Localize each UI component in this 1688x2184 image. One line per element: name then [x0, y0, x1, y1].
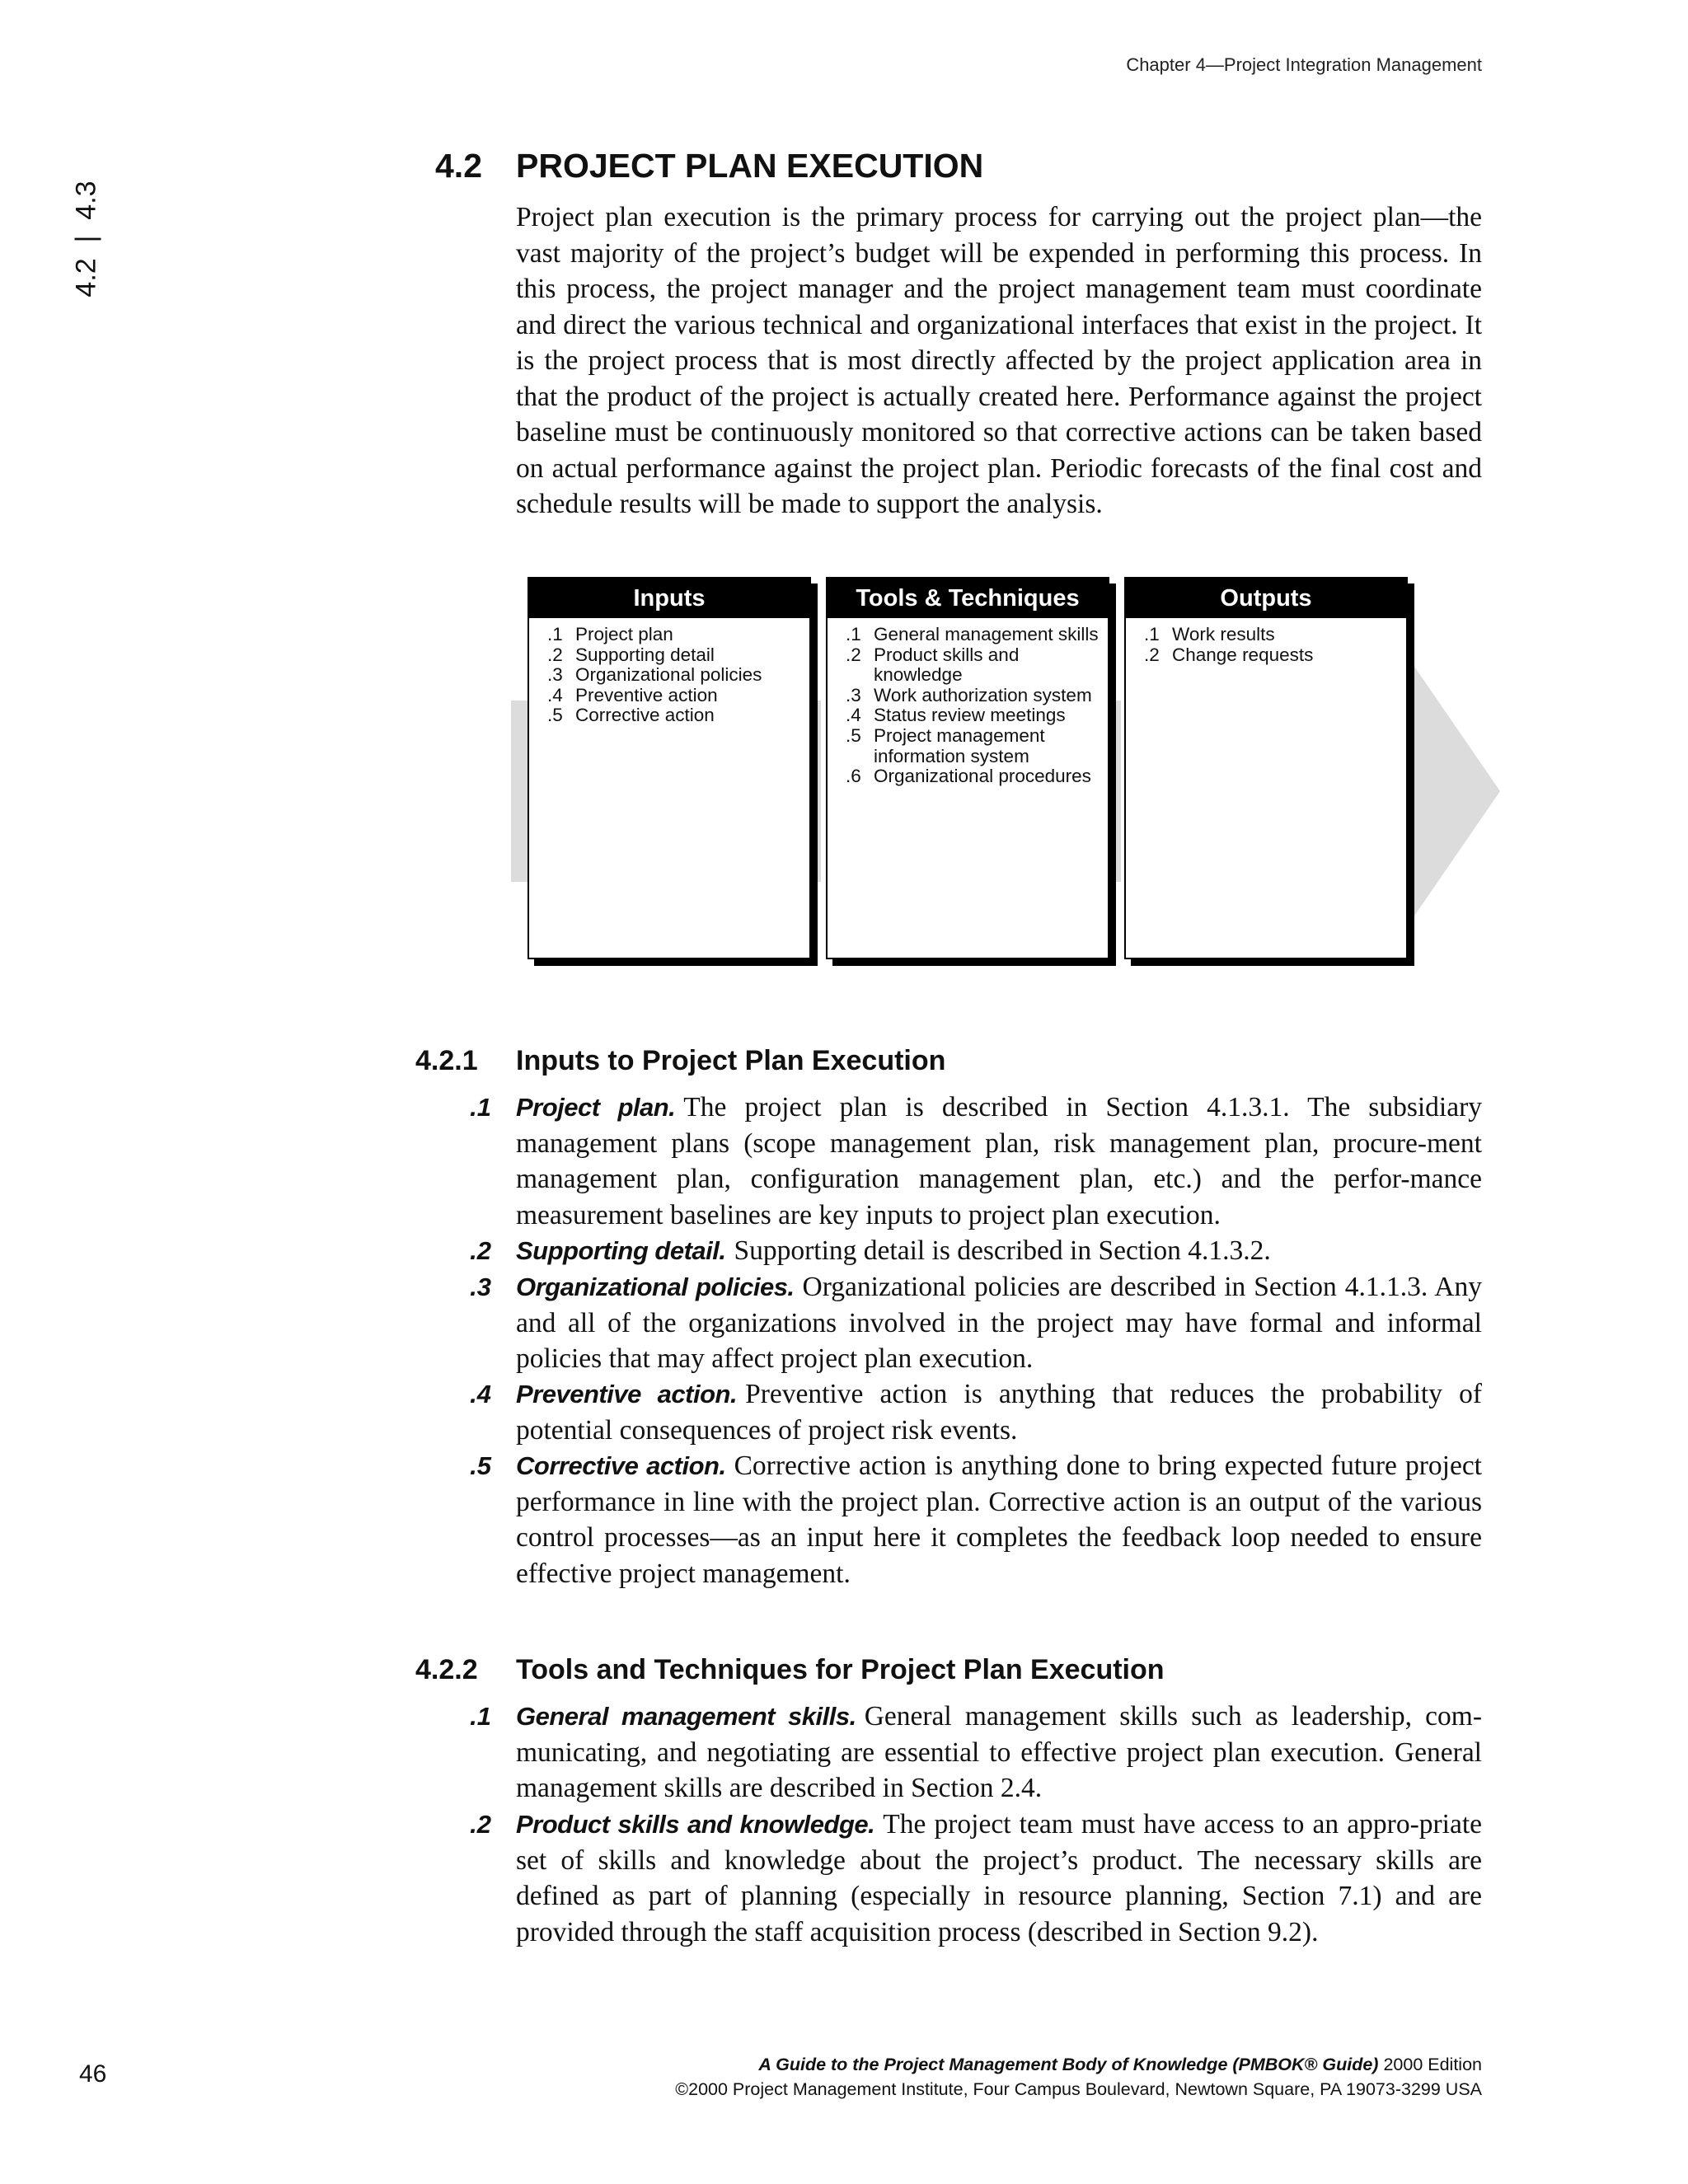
flow-band-left — [511, 701, 528, 882]
section-number: 4.2 — [435, 147, 482, 185]
list-item: .1 General management skills — [846, 624, 1099, 644]
input-item-project-plan: .1 Project plan. The project plan is described in Section 4.1.3.1. The subsidiary management plans (scope management plan, risk management plan, procure-ment management plan, configuration management plan, etc.) and the perfor-mance measurement baselines are key inputs to project plan execution. — [470, 1092, 1483, 1230]
tool-item-general-management-skills: .1 General management skills. General management skills such as leadership, com-municating, and negotiating are essential to effective project plan execution. General management skills are described in Section 2.4. — [470, 1701, 1482, 1803]
tools-box — [826, 577, 1109, 959]
process-diagram — [511, 577, 1500, 972]
footer-edition: 2000 Edition — [1383, 2055, 1482, 2074]
tools-header: Tools & Techniques — [828, 579, 1108, 618]
list-item: .6 Organizational procedures — [846, 766, 1091, 787]
list-item: .2 Supporting detail — [547, 644, 715, 665]
list-item: .1 Work results — [1144, 624, 1275, 644]
list-item: .5 Corrective action — [547, 705, 715, 726]
running-head: Chapter 4—Project Integration Management — [1126, 54, 1482, 75]
intro-paragraph: Project plan execution is the primary process for carrying out the project plan—the vast majority of the project’s budget will be expended in performing this process. In this process, the project manager and the project management team must coordinate and direct the various technical and organizational interfaces that exist in the project. It is the project process that is most directly affected by the project application area in that the product of the project is actually created here. Performance against the project baseline must be continuously monitored so that corrective actions can be taken based on actual performance against the project plan. Periodic forecasts of the final cost and schedule results will be made to support the analysis. — [516, 202, 1482, 519]
list-item: .3 Work authorization system — [846, 684, 1092, 705]
tool-item-product-skills: .2 Product skills and knowledge. The project team must have access to an appro-priate set of skills and knowledge about the project’s product. The necessary skills are defined as part of planning (especially in resource planning, Section 7.1) and are provided through the staff acquisition process (described in Section 9.2). — [470, 1809, 1482, 1947]
footer-copyright: ©2000 Project Management Institute, Four Campus Boulevard, Newtown Square, PA 19073-3299 USA — [675, 2079, 1482, 2099]
inputs-list — [529, 618, 809, 726]
subsection-title: Inputs to Project Plan Execution — [516, 1045, 946, 1076]
outputs-box — [1124, 577, 1408, 959]
side-tab — [66, 157, 107, 321]
list-item: .2 Change requests — [1144, 644, 1314, 665]
list-item: .2 Product skills and knowledge — [846, 644, 1020, 686]
section-title: PROJECT PLAN EXECUTION — [516, 147, 984, 185]
page-footer — [675, 2052, 1482, 2102]
list-item: .1 Project plan — [547, 624, 673, 644]
inputs-header: Inputs — [529, 579, 809, 618]
tools-list — [828, 618, 1108, 787]
footer-title-line — [675, 2052, 1482, 2077]
list-item: .5 Project management information system — [846, 724, 1045, 766]
side-tab-label: 4.2 | 4.3 — [70, 180, 102, 298]
inputs-box — [528, 577, 811, 959]
list-item: .4 Preventive action — [547, 684, 718, 705]
list-item: .3 Organizational policies — [547, 664, 762, 686]
subsection-title: Tools and Techniques for Project Plan Execution — [516, 1654, 1165, 1685]
footer-guide-title: A Guide to the Project Management Body of Knowledge (PMBOK® Guide) — [758, 2055, 1379, 2074]
list-item: .4 Status review meetings — [846, 705, 1066, 726]
outputs-header: Outputs — [1126, 579, 1406, 618]
flow-arrow-icon — [1409, 577, 1508, 972]
input-item-preventive-action: .4 Preventive action. Preventive action is anything that reduces the probability of potential consequences of project risk events. — [470, 1379, 1482, 1446]
outputs-list — [1126, 618, 1406, 665]
input-item-supporting-detail: .2 Supporting detail. Supporting detail is described in Section 4.1.3.2. — [470, 1235, 1271, 1266]
subsection-number: 4.2.1 — [415, 1045, 478, 1076]
input-item-corrective-action: .5 Corrective action. Corrective action is anything done to bring expected future project performance in line with the project plan. Corrective action is an output of the various control processes—as an input here it completes the feedback loop needed to ensure effective project management. — [470, 1451, 1482, 1589]
subsection-number: 4.2.2 — [415, 1654, 478, 1685]
input-item-organizational-policies: .3 Organizational policies. Organizational policies are described in Section 4.1.1.3. Any and all of the organizations involved in the project may have formal and informal policies that may affect project plan execution. — [470, 1272, 1482, 1374]
page-number: 46 — [79, 2060, 107, 2088]
